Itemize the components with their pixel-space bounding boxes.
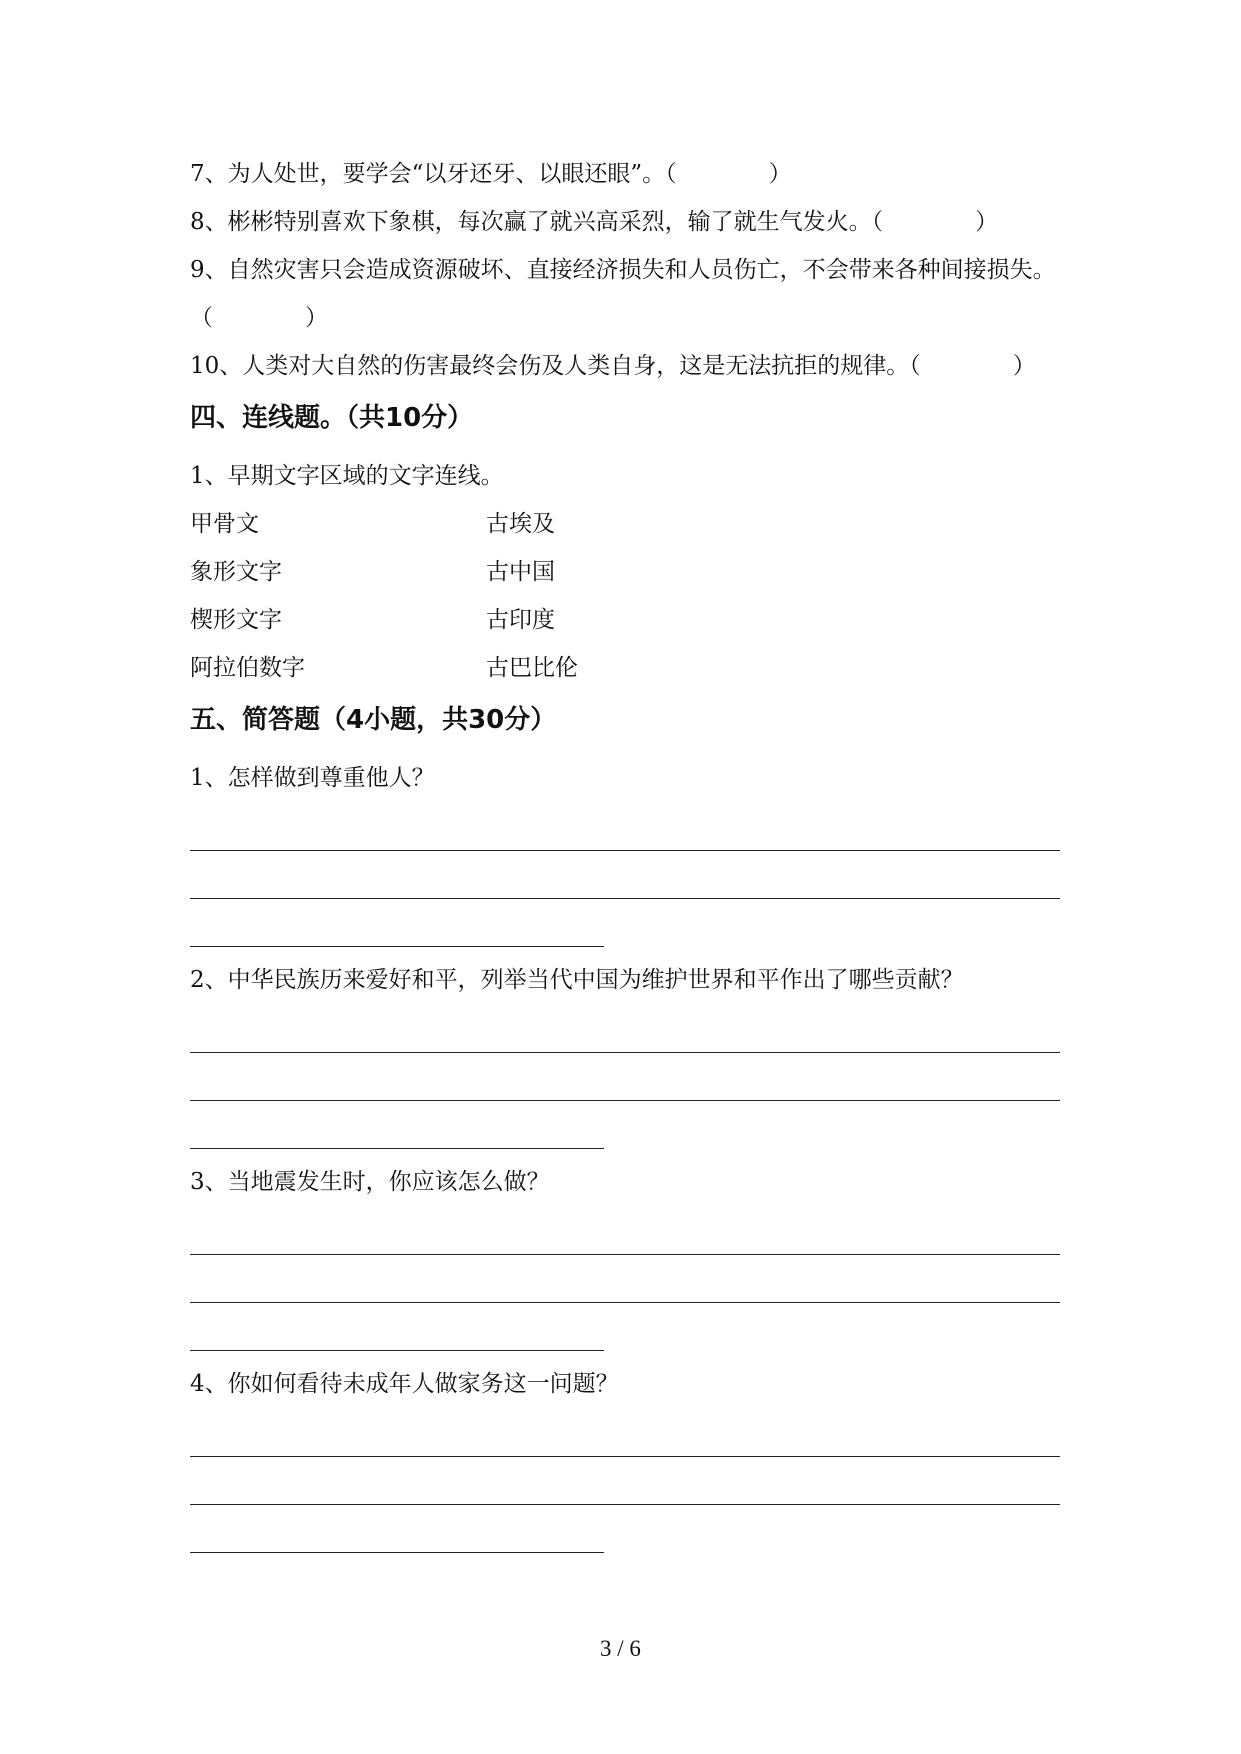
answer-line [190,898,1060,899]
short-answer-question: 2、中华民族历来爱好和平，列举当代中国为维护世界和平作出了哪些贡献？ [190,967,964,993]
true-false-item: 7、为人处世，要学会“以牙还牙、以眼还眼”。（ ） [190,161,792,187]
answer-area[interactable] [190,1408,1060,1558]
matching-civilization: 古中国 [486,559,555,585]
answer-line [190,1456,1060,1457]
matching-script: 阿拉伯数字 [190,655,305,681]
page-content [190,150,1060,1558]
true-false-item: 10、人类对大自然的伤害最终会伤及人类自身，这是无法抗拒的规律。（ ） [190,353,1036,379]
page-number: 3 / 6 [600,1636,641,1661]
matching-question: 1、早期文字区域的文字连线。 [190,463,504,489]
answer-line [190,1148,604,1149]
answer-line [190,1350,604,1351]
answer-line [190,1552,604,1553]
answer-line [190,850,1060,851]
short-answer-question: 4、你如何看待未成年人做家务这一问题？ [190,1371,619,1397]
answer-area[interactable] [190,1004,1060,1154]
matching-civilization: 古巴比伦 [486,655,578,681]
matching-row [190,596,1060,644]
matching-civilization: 古埃及 [486,511,555,537]
section-four-title: 四、连线题。（共10分） [190,403,474,433]
true-false-item: 8、彬彬特别喜欢下象棋，每次赢了就兴高采烈，输了就生气发火。（ ） [190,209,999,235]
answer-line [190,1504,1060,1505]
answer-area[interactable] [190,1206,1060,1356]
answer-area[interactable] [190,802,1060,952]
matching-row [190,548,1060,596]
answer-line [190,1100,1060,1101]
matching-civilization: 古印度 [486,607,555,633]
true-false-item: 9、自然灾害只会造成资源破坏、直接经济损失和人员伤亡，不会带来各种间接损失。（ ） [190,257,1056,331]
section-five-title: 五、简答题（4小题，共30分） [190,705,557,735]
matching-script: 象形文字 [190,559,282,585]
matching-row [190,644,1060,692]
short-answer-question: 3、当地震发生时，你应该怎么做？ [190,1169,550,1195]
short-answer-question: 1、怎样做到尊重他人？ [190,765,435,791]
matching-row [190,500,1060,548]
answer-line [190,1052,1060,1053]
answer-line [190,946,604,947]
matching-script: 楔形文字 [190,607,282,633]
matching-script: 甲骨文 [190,511,259,537]
answer-line [190,1302,1060,1303]
answer-line [190,1254,1060,1255]
